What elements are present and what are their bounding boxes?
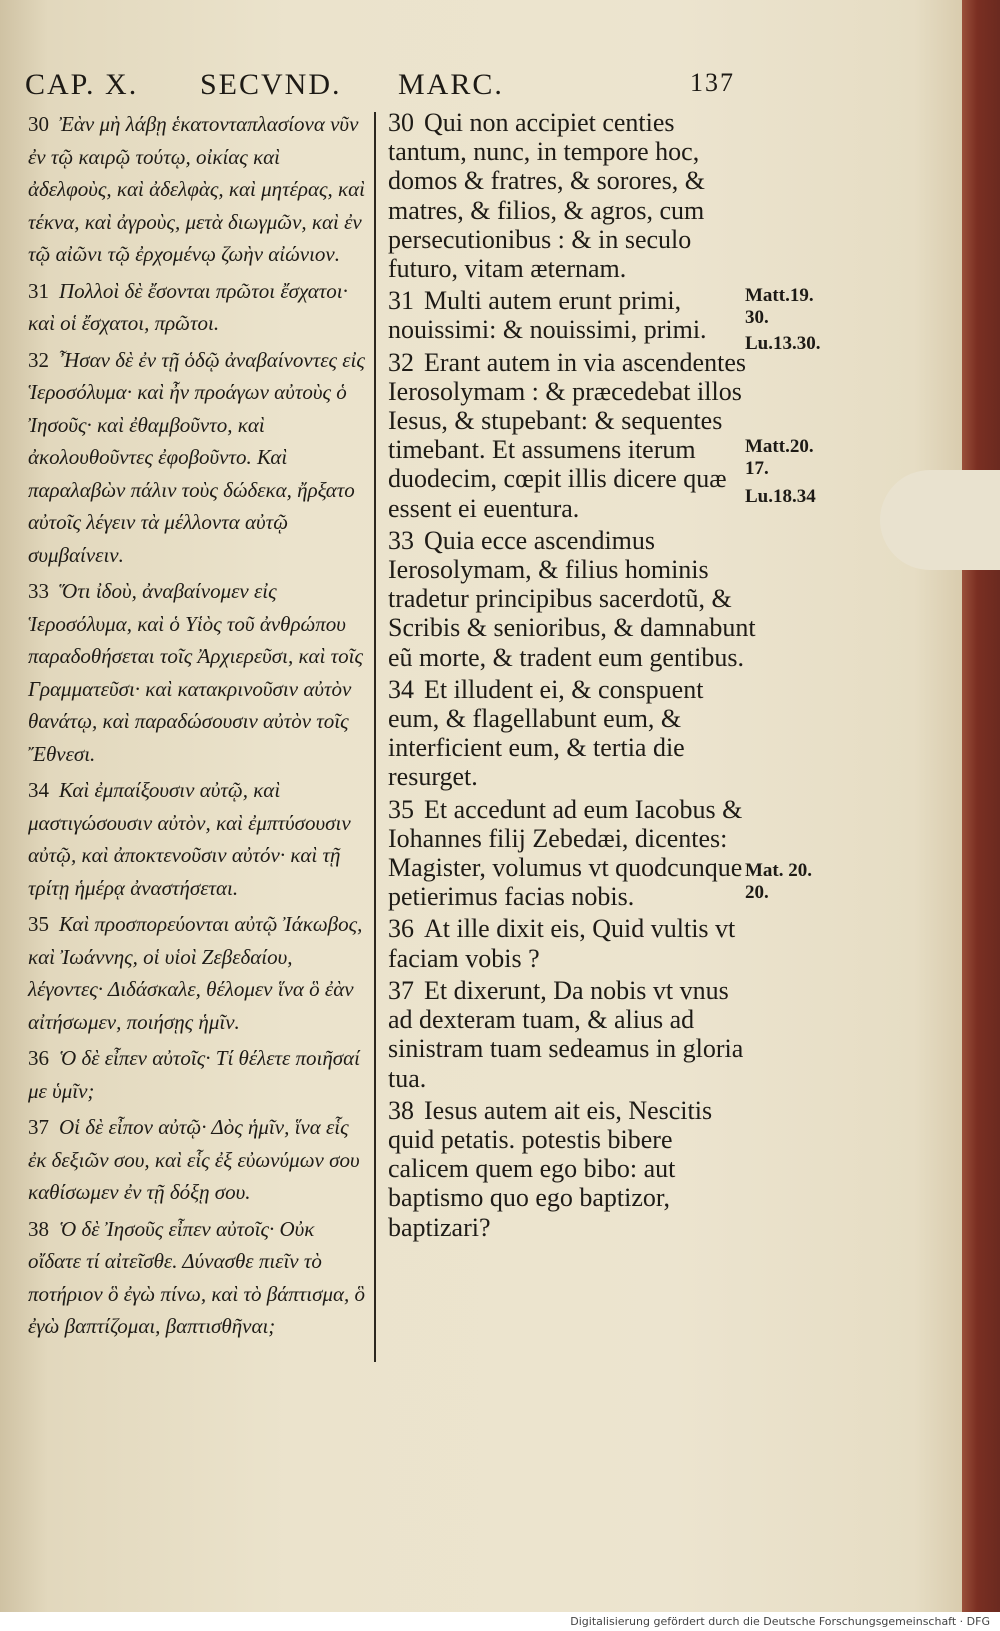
book-title-1: SECVND.: [200, 68, 342, 101]
latin-verse: [388, 286, 758, 344]
verse-text: Multi autem erunt primi, nouissimi: & nouissimi, primi.: [388, 286, 707, 345]
greek-verse: [28, 575, 368, 770]
verse-number: 38: [28, 1216, 49, 1241]
verse-number: 32: [28, 347, 49, 372]
verse-text: Πολλοὶ δὲ ἔσονται πρῶτοι ἔσχατοι· καὶ οἱ ἔσχατοι, πρῶτοι.: [28, 278, 348, 335]
column-divider: [374, 112, 376, 1362]
latin-verse: [388, 914, 758, 972]
margin-note: Matt.20. 17.: [745, 436, 814, 479]
verse-number: 30: [388, 108, 414, 137]
page-tab: [880, 470, 1000, 570]
verse-number: 36: [388, 914, 414, 944]
verse-number: 37: [388, 975, 414, 1005]
verse-text: Iesus autem ait eis, Nescitis quid petatis. potestis bibere calicem quem ego bibo: aut baptismo quo ego baptizor, baptizari?: [388, 1095, 713, 1242]
verse-text: Et accedunt ad eum Iacobus & Iohannes filij Zebedæi, dicentes: Magister, volumus vt quodcunque petierimus facias nobis.: [388, 794, 743, 912]
verse-text: Erant autem in via ascendentes Ierosolymam : & præcedebat illos Iesus, & stupebant: & sequentes timebant. Et assumens iterum duodecim, cœpit illis dicere quæ essent ei euentura.: [388, 347, 746, 523]
greek-verse: [28, 1042, 368, 1107]
verse-text: Ὁ δὲ εἶπεν αὐτοῖς· Τί θέλετε ποιῆσαί με ὑμῖν;: [28, 1046, 361, 1103]
verse-text: Ὅτι ἰδοὺ, ἀναβαίνομεν εἰς Ἱεροσόλυμα, καὶ ὁ Υἱὸς τοῦ ἀνθρώπου παραδοθήσεται τοῖς Ἀρχιερεῦσι, καὶ τοῖς Γραμματεῦσι· καὶ κατακρινοῦσιν αὐτὸν θανάτῳ, καὶ παραδώσουσιν αὐτὸν τοῖς Ἔθνεσι.: [28, 579, 364, 766]
verse-text: Quia ecce ascendimus Ierosolymam, & filius hominis tradetur principibus sacerdotũ, & Scribis & senioribus, & damnabunt eũ morte, & tradent eum gentibus.: [388, 525, 756, 672]
verse-number: 34: [28, 778, 49, 802]
latin-verse: [388, 1096, 758, 1242]
greek-verse: [28, 344, 368, 572]
margin-note: Lu.13.30.: [745, 333, 821, 354]
running-header: [25, 58, 755, 108]
verse-text: Ἐὰν μὴ λάβῃ ἑκατονταπλασίονα νῦν ἐν τῷ καιρῷ τούτῳ, οἰκίας καὶ ἀδελφοὺς, καὶ ἀδελφὰς, καὶ μητέρας, καὶ τέκνα, καὶ ἀγροὺς, μετὰ διωγμῶν, καὶ ἐν τῷ αἰῶνι τῷ ἐρχομένῳ ζωὴν αἰώνιον.: [28, 112, 365, 266]
greek-verse: [28, 1213, 368, 1343]
verse-number: 37: [28, 1115, 49, 1139]
greek-verse: [28, 275, 368, 340]
greek-verse: [28, 908, 368, 1038]
greek-column: [28, 108, 368, 1347]
latin-verse: [388, 976, 758, 1093]
verse-number: 38: [388, 1095, 414, 1125]
margin-note: Lu.18.34: [745, 486, 816, 507]
greek-verse: [28, 108, 368, 271]
verse-number: 36: [28, 1046, 49, 1070]
verse-number: 31: [388, 286, 414, 316]
verse-number: 33: [28, 579, 49, 603]
chapter-label: CAP. X.: [25, 68, 139, 101]
verse-text: Ἦσαν δὲ ἐν τῇ ὁδῷ ἀναβαίνοντες εἰς Ἱεροσόλυμα· καὶ ἦν προάγων αὐτοὺς ὁ Ἰησοῦς· καὶ ἐθαμβοῦντο, καὶ ἀκολουθοῦντες ἐφοβοῦντο. Καὶ παραλαβὼν πάλιν τοὺς δώδεκα, ἤρξατο αὐτοῖς λέγειν τὰ μέλλοντα αὐτῷ συμβαίνειν.: [28, 347, 365, 567]
verse-text: Καὶ ἐμπαίξουσιν αὐτῷ, καὶ μαστιγώσουσιν αὐτὸν, καὶ ἐμπτύσουσιν αὐτῷ, καὶ ἀποκτενοῦσιν αὐτόν· καὶ τῇ τρίτῃ ἡμέρᾳ ἀναστήσεται.: [28, 778, 351, 900]
footer-bar: [0, 1612, 1000, 1631]
latin-verse: [388, 526, 758, 672]
verse-number: 34: [388, 674, 414, 704]
latin-verse: [388, 348, 758, 523]
verse-number: 35: [388, 794, 414, 824]
verse-text: Qui non accipiet centies tantum, nunc, in tempore hoc, domos & fratres, & sorores, & matres, & filios, & agros, cum persecutionibus : & in seculo futuro, vitam æternam.: [388, 108, 706, 284]
latin-verse: [388, 675, 758, 792]
verse-number: 31: [28, 278, 49, 303]
verse-text: Οἱ δὲ εἶπον αὐτῷ· Δὸς ἡμῖν, ἵνα εἷς ἐκ δεξιῶν σου, καὶ εἷς ἐξ εὐωνύμων σου καθίσωμεν ἐν τῇ δόξῃ σου.: [28, 1115, 360, 1204]
book-edge: [962, 0, 1000, 1612]
verse-number: 30: [28, 112, 49, 136]
footer-credit: Digitalisierung gefördert durch die Deutsche Forschungsgemeinschaft · DFG: [570, 1615, 990, 1628]
greek-verse: [28, 1111, 368, 1209]
verse-text: Ὁ δὲ Ἰησοῦς εἶπεν αὐτοῖς· Οὐκ οἴδατε τί αἰτεῖσθε. Δύνασθε πιεῖν τὸ ποτήριον ὃ ἐγὼ πίνω, καὶ τὸ βάπτισμα, ὃ ἐγὼ βαπτίζομαι, βαπτισθῆναι;: [28, 1216, 366, 1338]
verse-text: Et dixerunt, Da nobis vt vnus ad dexteram tuam, & alius ad sinistram tuam sedeamus in gloria tua.: [388, 975, 744, 1093]
verse-text: At ille dixit eis, Quid vultis vt faciam vobis ?: [388, 914, 736, 973]
margin-note: Matt.19. 30.: [745, 285, 814, 328]
latin-verse: [388, 795, 758, 912]
verse-number: 33: [388, 525, 414, 555]
verse-number: 35: [28, 912, 49, 936]
verse-text: Et illudent ei, & conspuent eum, & flagellabunt eum, & interficient eum, & tertia die resurget.: [388, 674, 704, 792]
latin-column: [388, 108, 758, 1245]
greek-verse: [28, 774, 368, 904]
margin-note: Mat. 20. 20.: [745, 860, 813, 903]
latin-verse: [388, 108, 758, 283]
verse-number: 32: [388, 347, 414, 377]
book-title-2: MARC.: [398, 68, 504, 101]
verse-text: Καὶ προσπορεύονται αὐτῷ Ἰάκωβος, καὶ Ἰωάννης, οἱ υἱοὶ Ζεβεδαίου, λέγοντες· Διδάσκαλε, θέλομεν ἵνα ὃ ἐὰν αἰτήσωμεν, ποιήσῃς ἡμῖν.: [28, 912, 363, 1034]
page-number: 137: [690, 68, 735, 97]
